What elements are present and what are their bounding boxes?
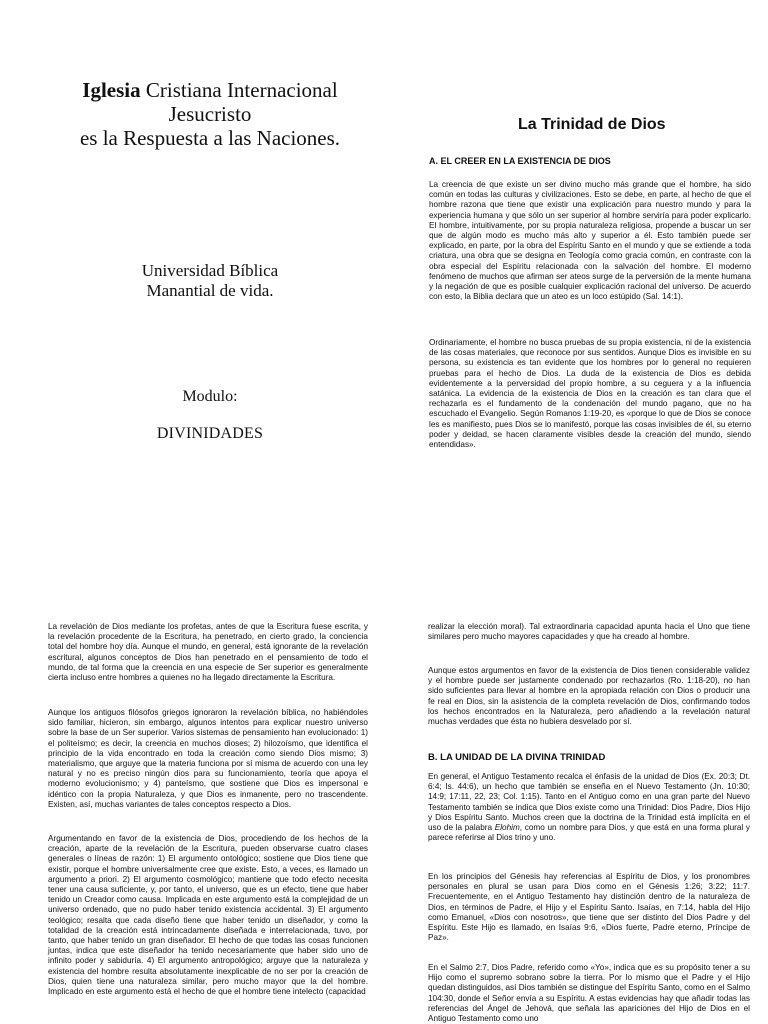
university-line2: Manantial de vida. [146,281,274,300]
church-title [40,78,380,150]
paragraph: La creencia de que existe un ser divino mucho más grande que el hombre, ha sido común en todas las culturas y civilizaciones. Esto se debe, en parte, al hecho de que el hombre razona que tiene que existir una explicación para nuestro mundo y para la experiencia humana y que sólo un ser superior al hombre serviría para poder explicarlo. El hombre, intuitivamente, por su propia naturaleza religiosa, propende a buscar un ser que de algún modo es mucho más alto y superior a él. Esto también puede ser explicado, en parte, por la obra del Espíritu Santo en el mundo y que se extiende a toda criatura, una obra que se designa en Teología como gracia común, en contraste con la obra especial del Espíritu relacionada con la salvación del hombre. El moderno fenómeno de muchos que afirman ser ateos surge de la perversión de la mente humana y la negación de que es posible cualquier explicación racional del universo. De acuerdo con esto, la Biblia declara que un ateo es un loco estúpido (Sal. 14:1). [429,180,751,302]
page-trinity-intro [384,0,768,560]
page-unity-trinity [384,600,768,1024]
title-rest: Cristiana Internacional [140,78,338,102]
title-line3: es la Respuesta a las Naciones. [79,126,341,150]
section-heading-b: B. LA UNIDAD DE LA DIVINA TRINIDAD [428,752,606,763]
text-run: En general, el Antiguo Testamento recalca el énfasis de la unidad de Dios (Ex. 20:3; Dt. 6:4; Is. 44:6), un hecho que también se enseña en el Nuevo Testamento (Jn. 10:30; 14:9; 17:11, 22, 23; Col. 1:15). Tanto en el Antiguo como en una gran parte del Nuevo Testamento también se indica que Dios existe como una Trinidad: Dios Padre, Dios Hijo y Dios Espíritu Santo. Muchos creen que la doctrina de la Trinidad está implícita en el uso de la palabra [428,772,750,833]
paragraph: En el Salmo 2:7, Dios Padre, referido como «Yo», indica que es su propósito tener a su Hijo como el supremo sobrano sobre la tierra. Por lo mismo que el Padre y el Hijo quedan distinguidos, así Dios también se distingue del Espíritu Santo, como en el Salmo 104:30, donde el Señor envía a su Espíritu. A estas evidencias hay que añadir todas las referencias del Ángel de Jehová, que señala las apariciones del Hijo de Dios en el Antiguo Testamento como uno [428,963,750,1024]
cover-page [0,0,384,560]
module-label: Modulo: [182,388,238,405]
paragraph [428,772,750,843]
paragraph: Aunque estos argumentos en favor de la existencia de Dios tienen considerable validez y el hombre puede ser justamente condenado por rechazarlos (Ro. 1:18-20), no han sido suficientes para llevar al hombre en la apropiada relación con Dios o producir una fe real en Dios, sin la asistencia de la completa revelación de Dios, confirmando todos los hechos encontrados en la Naturaleza, pero añadiendo a la revelación natural muchas verdades que ésta no hubiera desvelado por sí. [428,666,750,727]
paragraph: Aunque los antiguos filósofos griegos ignoraron la revelación bíblica, no habiéndoles sido familiar, hicieron, sin embargo, algunos intentos para explicar nuestro universo sobre la base de un Ser superior. Varios sistemas de pensamiento han evolucionado: 1) el politeísmo; es decir, la creencia en muchos dioses; 2) hilozoísmo, que identifica el principio de la vida encontrado en toda la creación como siendo Dios mismo; 3) materialismo, que arguye que la materia funciona por sí misma de acuerdo con una ley natural y no es preciso ningún dios para su funcionamiento, teoría que apoya el moderno evolucionismo; y 4) panteísmo, que sostiene que Dios es impersonal e idéntico con la propia Naturaleza, y que Dios es inmanente, pero no trascendente. Existen, así, muchas variantes de tales conceptos respecto a Dios. [48,708,368,809]
paragraph: realizar la elección moral). Tal extraordinaria capacidad apunta hacia el Uno que tiene similares pero mucho mayores capacidades y que ha creado al hombre. [428,622,750,642]
paragraph: Argumentando en favor de la existencia de Dios, procediendo de los hechos de la creación, aparte de la revelación de la Escritura, pueden observarse cuatro clases generales o líneas de razón: 1) El argumento ontológico; sostiene que Dios tiene que existir, porque el hombre universalmente cree que existe. Esto, a veces, es llamado un argumento a priori. 2) El argumento cosmológico; mantiene que todo efecto necesita tener una causa suficiente, y, por tanto, el universo, que es un efecto, tiene que haber tenido un Creador como causa. Implicada en este argumento está la complejidad de un universo ordenado, que no pudo haber tenido existencia accidental. 3) El argumento teológico; resalta que cada diseño tiene que haber tenido un diseñador, y como la totalidad de la creación está intrincadamente diseñada e interrelacionada, tuvo, por tanto, que haber tenido un gran diseñador. El hecho de que todas las cosas funcionen juntas, indica que este diseñador ha tenido necesariamente que haber sido uno de infinito poder y sabiduría. 4) El argumento antropológico; arguye que la naturaleza y existencia del hombre resulta absolutamente inexplicable de no ser por la creación de Dios, quien tiene una naturaleza similar, pero mucho mayor que la del hombre. Implicado en este argumento está el hecho de que el hombre tiene intelecto (capacidad [48,834,368,997]
university-line1: Universidad Bíblica [141,261,279,280]
paragraph: Ordinariamente, el hombre no busca pruebas de su propia existencia, ni de la existencia de las cosas materiales, que reconoce por sus sentidos. Aunque Dios es invisible en su persona, su existencia es tan evidente que los hombres por lo general no requieren pruebas para el hecho de Dios. La duda de la existencia de Dios es debida evidentemente a la perversidad del propio hombre, a su ceguera y a la influencia satánica. La evidencia de la existencia de Dios en la creación es tan clara que el rechazarla es el fundamento de la condenación del mundo pagano, que no ha escuchado el Evangelio. Según Romanos 1:19-20, es «porque lo que de Dios se conoce les es manifiesto, pues Dios se lo manifestó, porque las cosas invisibles de él, su eterno poder y deidad, se hacen claramente visibles desde la creación del mundo, siendo entendidas». [429,338,751,450]
title-line2: Jesucristo [168,102,252,126]
section-heading-a: A. EL CREER EN LA EXISTENCIA DE DIOS [429,156,611,166]
text-run: , como un nombre para Dios, y que está en una forma plural y parece referirse al Dios trino y uno. [428,823,751,843]
paragraph: En los principios del Génesis hay referencias al Espíritu de Dios, y los pronombres personales en plural se usan para Dios como en el Génesis 1:26; 3:22; 11:7. Frecuentemente, en el Antiguo Testamento hay distinción dentro de la naturaleza de Dios, en términos de Padre, el Hijo y el Espíritu Santo. Isaías, en 7:14, habla del Hijo como Emanuel, «Dios con nosotros», que tiene que ser distinto del Dios Padre y del Espíritu. Este Hijo es llamado, en Isaías 9:6, «Dios fuerte, Padre eterno, Príncipe de Paz». [428,872,750,943]
italic-term: Elohim [494,823,520,833]
title-bold: Iglesia [82,78,141,102]
paragraph: La revelación de Dios mediante los profetas, antes de que la Escritura fuese escrita, y la revelación procedente de la Escritura, ha penetrado, en cierto grado, la conciencia total del hombre hoy día. Aunque el mundo, en general, está ignorante de la revelación escritural, algunos conceptos de Dios han penetrado en el pensamiento de todo el mundo, de tal forma que la creencia en una especie de Ser superior es generalmente cierta incluso entre hombres a quienes no ha llegado directamente la Escritura. [48,622,368,683]
page-revelation [0,600,384,1024]
page-title: La Trinidad de Dios [518,116,666,133]
university-name [40,261,380,301]
module-name: DIVINIDADES [156,425,264,442]
